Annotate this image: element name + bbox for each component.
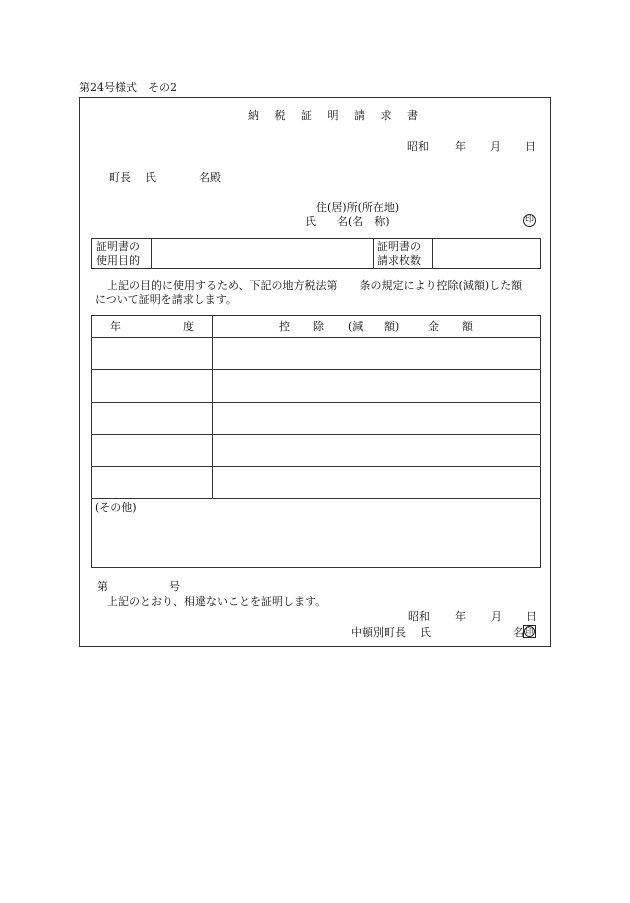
purpose-divider-2 [373,238,374,269]
name-label-surname: 氏 [305,215,316,228]
year-cell-2[interactable] [92,370,211,401]
cert-era: 昭和 [408,610,430,623]
date-month: 月 [490,140,501,153]
cert-issuer-surname: 氏 [420,626,431,639]
issuer-seal-icon [523,625,536,638]
header-amount-4: 額) [384,320,400,333]
body-text-line2: について証明を請求します。 [95,293,237,306]
header-amount-3: (減 [348,320,364,333]
year-cell-5[interactable] [92,467,211,497]
purpose-label-line2: 使用目的 [96,254,140,267]
purpose-label-line1: 証明書の [96,240,140,253]
amount-cell-5[interactable] [213,467,540,497]
cert-statement: 上記のとおり、相違ないことを証明します。 [107,595,327,608]
cert-day: 日 [526,610,537,623]
header-amount-1: 控 [279,320,290,333]
cert-number-suffix: 号 [169,580,180,593]
cert-number-prefix: 第 [97,580,108,593]
header-amount-6: 額 [462,320,473,333]
date-day: 日 [525,140,536,153]
name-label-name: 名(名 称) [337,215,390,228]
addressee-name: 名殿 [199,171,221,184]
date-year: 年 [455,140,466,153]
amount-cell-3[interactable] [213,403,540,433]
header-year-2: 度 [183,320,194,333]
date-era: 昭和 [407,140,429,153]
purpose-divider-1 [151,238,152,269]
count-label-line2: 請求枚数 [377,254,421,267]
amount-cell-4[interactable] [213,435,540,465]
year-cell-4[interactable] [92,435,211,465]
year-cell-3[interactable] [92,403,211,433]
year-cell-1[interactable] [92,338,211,368]
requester-seal-icon: 印 [524,215,534,225]
header-amount-5: 金 [428,320,439,333]
address-label: 住(居)所(所在地) [316,201,400,214]
addressee-surname: 氏 [145,171,156,184]
other-input[interactable] [92,515,540,567]
amount-cell-1[interactable] [213,338,540,368]
cert-issuer-name: 名 [513,626,524,639]
body-text-line1: 上記の目的に使用するため、下記の地方税法第 条の規定により控除(減額)した額 [107,279,523,292]
cert-month: 月 [491,610,502,623]
form-title: 納 税 証 明 請 求 書 [248,109,424,122]
purpose-divider-3 [432,238,433,269]
issuer-seal-glyph: 印 [525,627,534,636]
count-input[interactable] [434,240,539,267]
cert-issuer: 中頓別町長 [351,626,406,639]
table-row-line-5 [91,498,541,499]
header-year-1: 年 [110,320,121,333]
count-label-line1: 証明書の [377,240,421,253]
header-amount-2: 除 [313,320,324,333]
cert-year: 年 [455,610,466,623]
addressee-town-chief: 町長 [109,171,131,184]
other-label: (その他) [95,501,137,514]
purpose-input[interactable] [153,240,371,267]
form-number: 第24号様式 その2 [79,81,177,94]
amount-cell-2[interactable] [213,370,540,401]
